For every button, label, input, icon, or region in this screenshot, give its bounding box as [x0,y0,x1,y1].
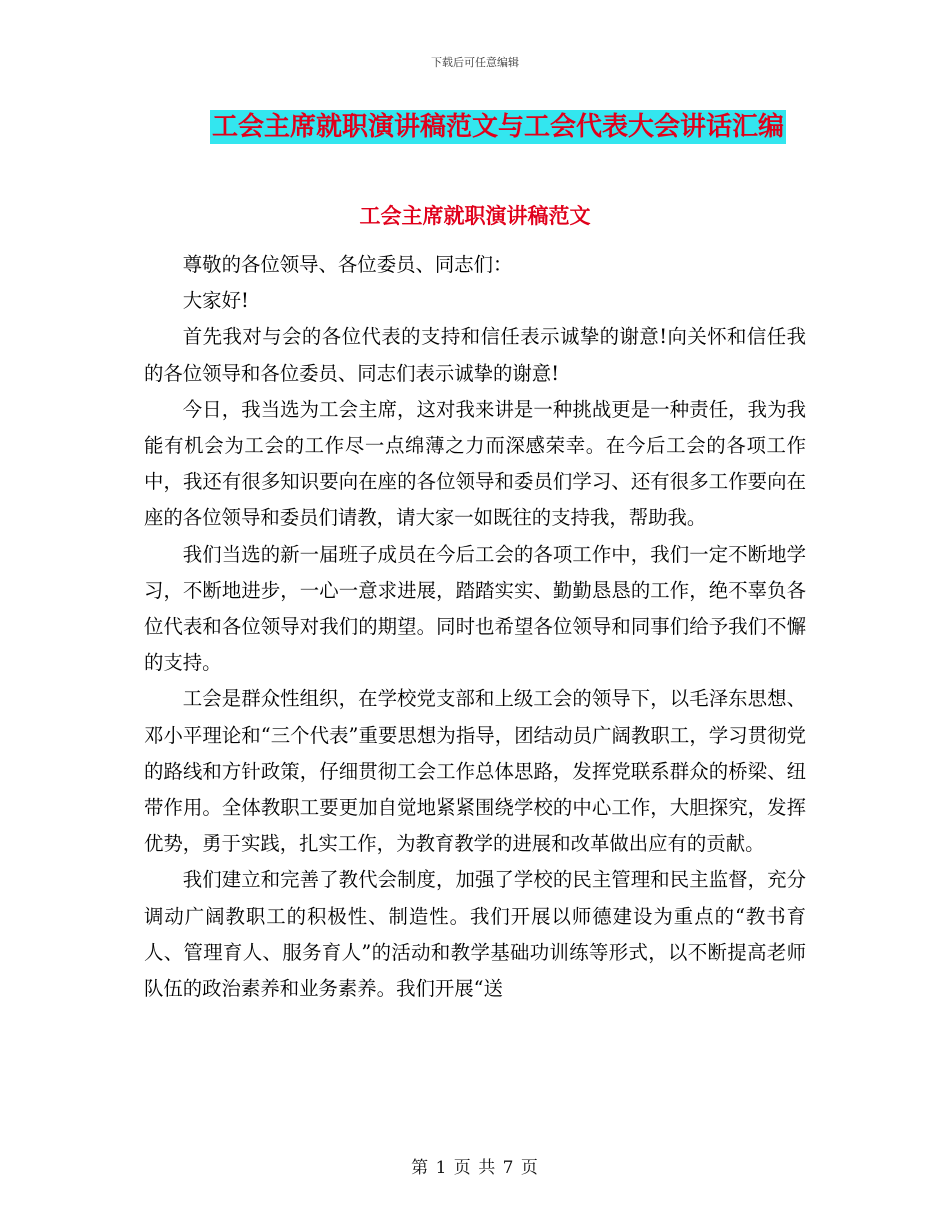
body-text [144,247,806,1007]
paragraph-greeting: 大家好! [182,289,249,313]
paragraph: 我们建立和完善了教代会制度，加强了学校的民主管理和民主监督，充分调动广阔教职工的积极性、制造性。我们开展以师德建设为重点的“教书育人、管理育人、服务育人”的活动和教学基础功训练等形式，以不断提高老师队伍的政治素养和业务素养。我们开展“送 [144,868,806,1001]
paragraph: 今日，我当选为工会主席，这对我来讲是一种挑战更是一种责任，我为我能有机会为工会的工作尽一点绵薄之力而深感荣幸。在今后工会的各项工作中，我还有很多知识要向在座的各位领导和委员们学习、还有很多工作要向在座的各位领导和委员们请教，请大家一如既往的支持我，帮助我。 [144,397,806,530]
doc-title: 工会主席就职演讲稿范文与工会代表大会讲话汇编 [211,112,784,142]
page-footer: 第 1 页 共 7 页 [411,1158,539,1178]
header-note: 下载后可任意编辑 [431,56,519,69]
doc-title-container [0,110,950,144]
paragraph: 工会是群众性组织，在学校党支部和上级工会的领导下，以毛泽东思想、邓小平理论和“三个代表”重要思想为指导，团结动员广阔教职工，学习贯彻党的路线和方针政策，仔细贯彻工会工作总体思路，发挥党联系群众的桥梁、纽带作用。全体教职工要更加自觉地紧紧围绕学校的中心工作，大胆探究，发挥优势，勇于实践，扎实工作，为教育教学的进展和改革做出应有的贡献。 [144,687,806,856]
paragraph-salutation: 尊敬的各位领导、各位委员、同志们： [182,253,513,276]
section-title: 工会主席就职演讲稿范文 [359,203,591,228]
paragraph: 首先我对与会的各位代表的支持和信任表示诚挚的谢意!向关怀和信任我的各位领导和各位委员、同志们表示诚挚的谢意! [144,325,806,385]
paragraph: 我们当选的新一届班子成员在今后工会的各项工作中，我们一定不断地学习，不断地进步，一心一意求进展，踏踏实实、勤勤恳恳的工作，绝不辜负各位代表和各位领导对我们的期望。同时也希望各位领导和同事们给予我们不懈的支持。 [144,542,806,675]
